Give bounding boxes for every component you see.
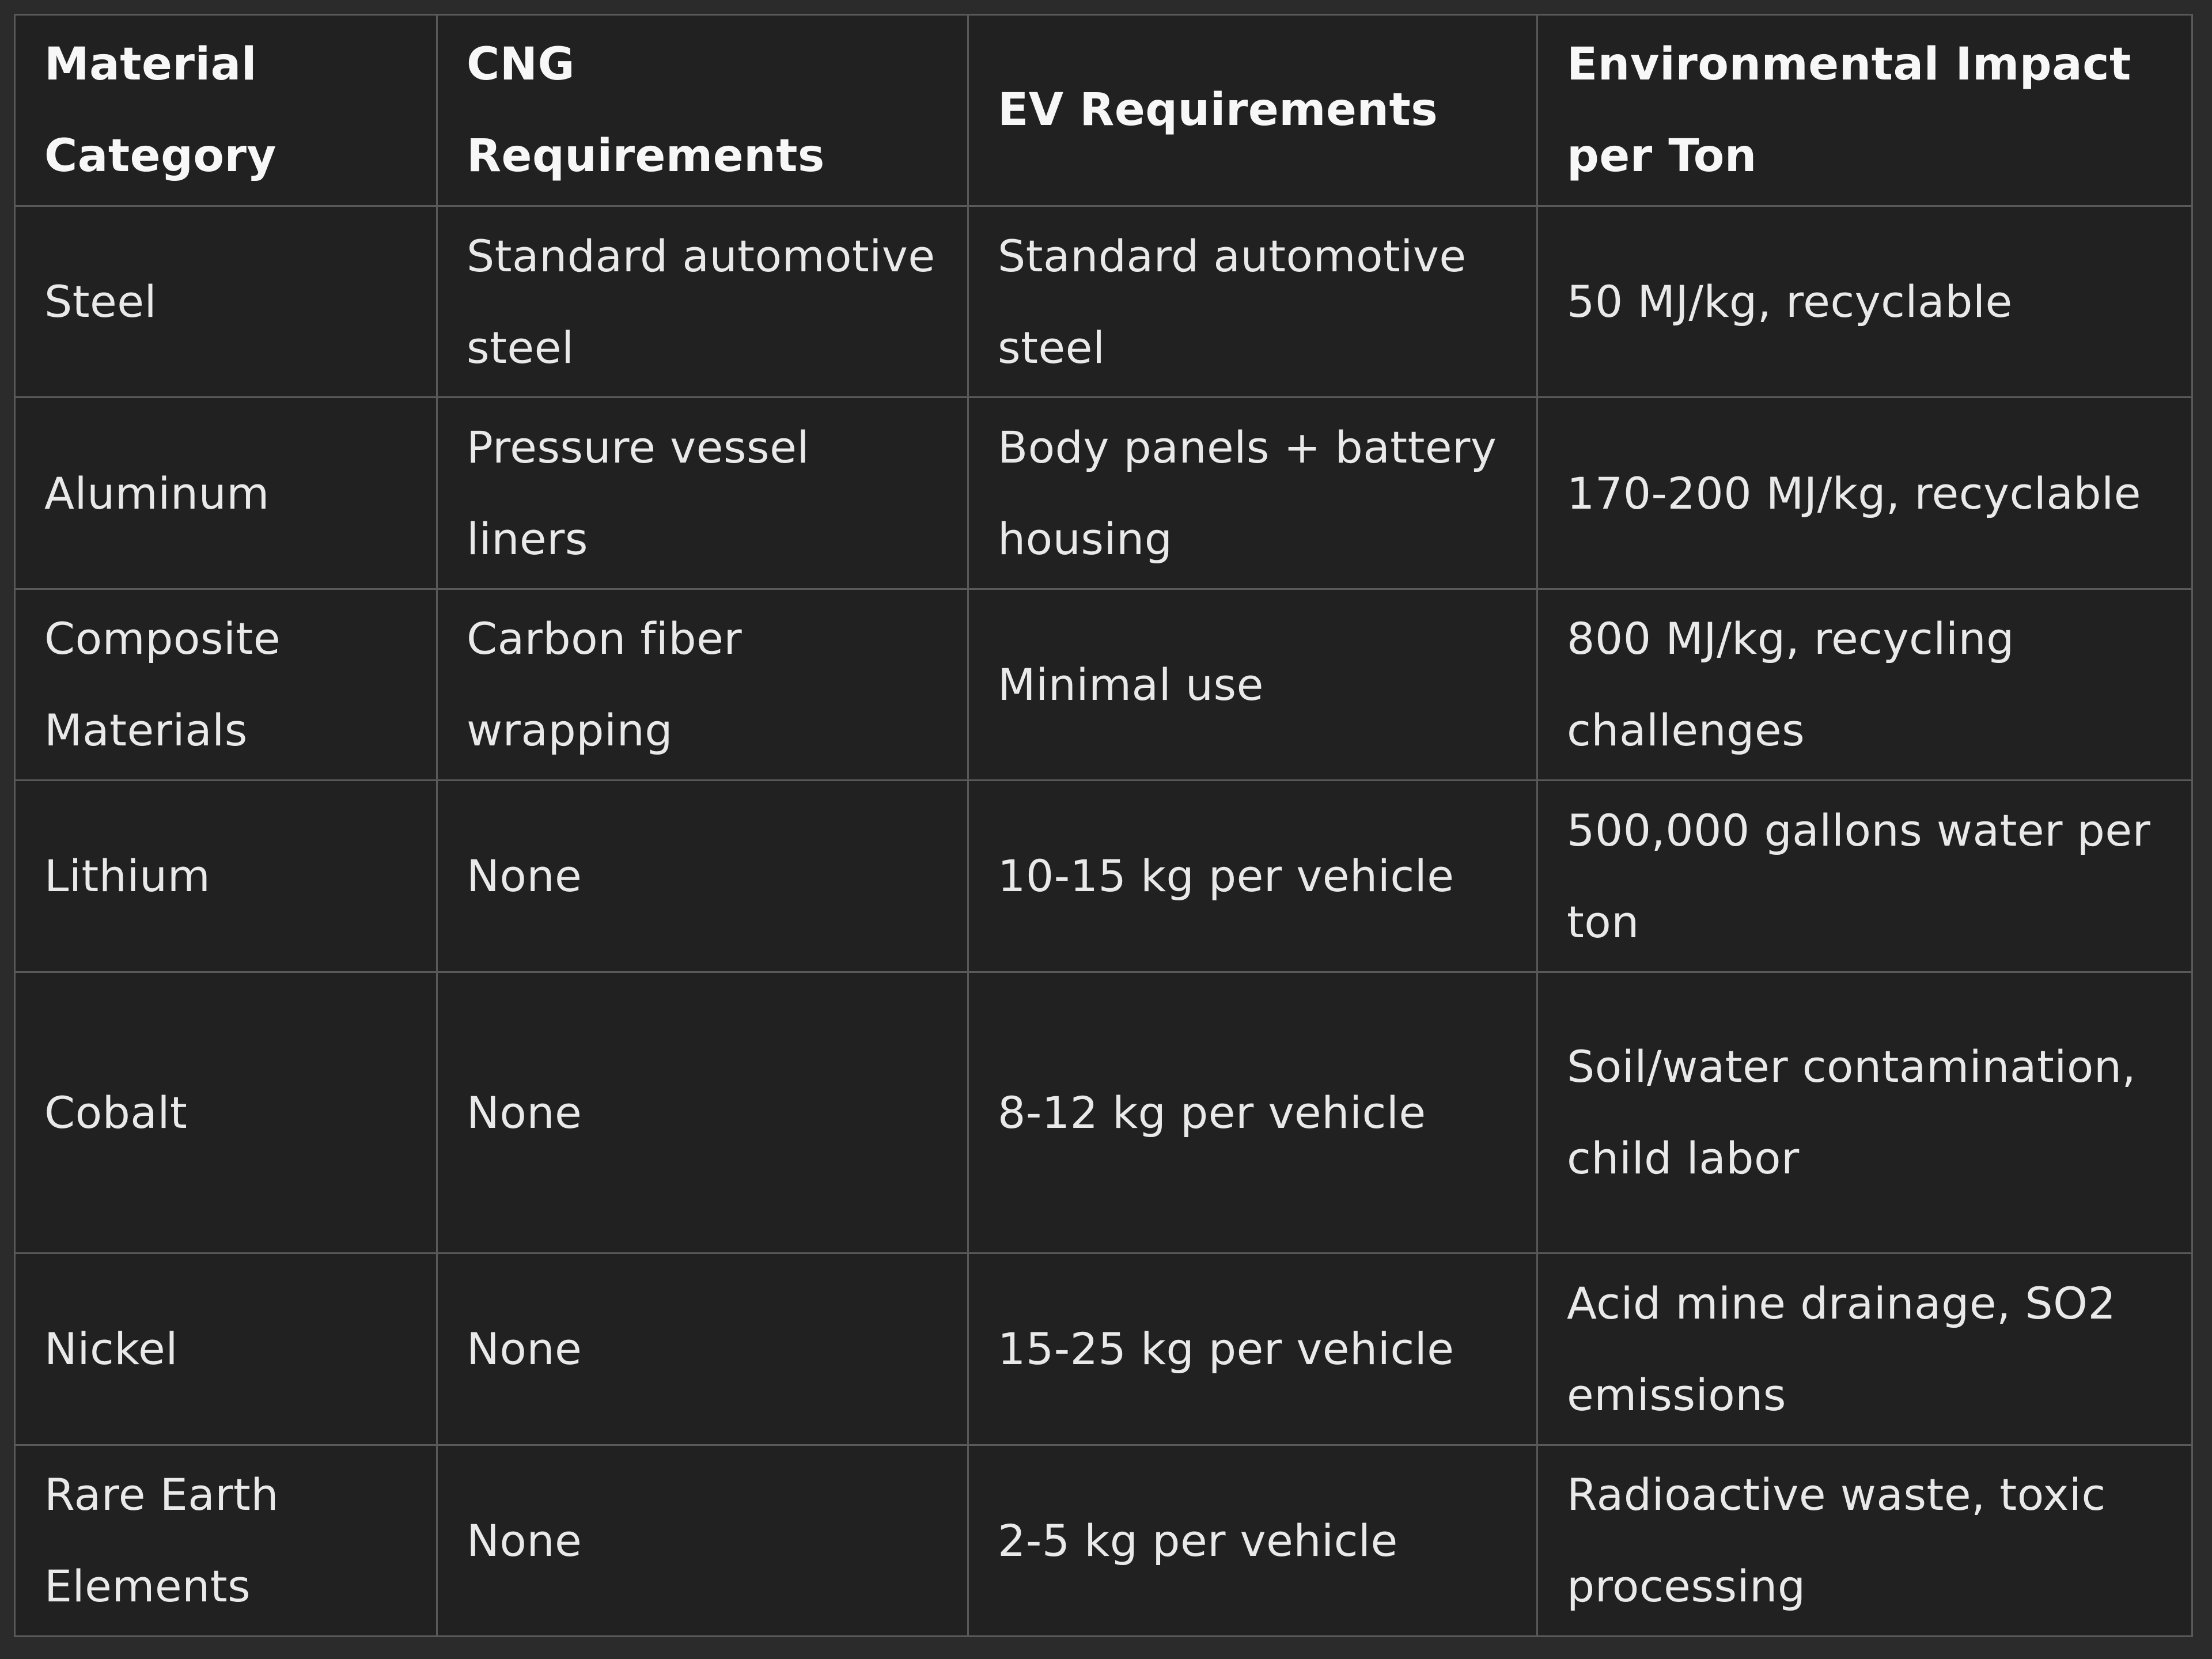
cell-material: Nickel [15,1253,437,1445]
materials-comparison-table [14,14,2193,1637]
cell-material: Cobalt [15,972,437,1253]
cell-cng: None [437,1253,968,1445]
cell-material: Aluminum [15,397,437,589]
header-cng-requirements: CNG Requirements [437,15,968,206]
cell-ev: 8-12 kg per vehicle [968,972,1537,1253]
cell-impact: 500,000 gallons water per ton [1537,781,2192,972]
cell-cng: Standard automotive steel [437,206,968,397]
cell-material: Steel [15,206,437,397]
table-row [15,1253,2192,1445]
cell-impact: 170-200 MJ/kg, recyclable [1537,397,2192,589]
table-header-row [15,15,2192,206]
table-row [15,589,2192,780]
cell-material: Lithium [15,781,437,972]
table-row [15,781,2192,972]
table-row [15,206,2192,397]
cell-material: Rare Earth Elements [15,1445,437,1636]
cell-cng: Pressure vessel liners [437,397,968,589]
cell-ev: Standard automotive steel [968,206,1537,397]
table-row [15,972,2192,1253]
cell-impact: Acid mine drainage, SO2 emissions [1537,1253,2192,1445]
header-ev-requirements: EV Requirements [968,15,1537,206]
cell-ev: Body panels + battery housing [968,397,1537,589]
table-row [15,1445,2192,1636]
table-row [15,397,2192,589]
cell-cng: None [437,781,968,972]
cell-ev: 2-5 kg per vehicle [968,1445,1537,1636]
cell-ev: 10-15 kg per vehicle [968,781,1537,972]
cell-material: Composite Materials [15,589,437,780]
cell-cng: None [437,1445,968,1636]
header-material-category: Material Category [15,15,437,206]
cell-impact: Radioactive waste, toxic processing [1537,1445,2192,1636]
cell-impact: Soil/water contamination, child labor [1537,972,2192,1253]
cell-cng: None [437,972,968,1253]
cell-ev: Minimal use [968,589,1537,780]
cell-impact: 50 MJ/kg, recyclable [1537,206,2192,397]
cell-cng: Carbon fiber wrapping [437,589,968,780]
header-environmental-impact: Environmental Impact per Ton [1537,15,2192,206]
cell-impact: 800 MJ/kg, recycling challenges [1537,589,2192,780]
cell-ev: 15-25 kg per vehicle [968,1253,1537,1445]
